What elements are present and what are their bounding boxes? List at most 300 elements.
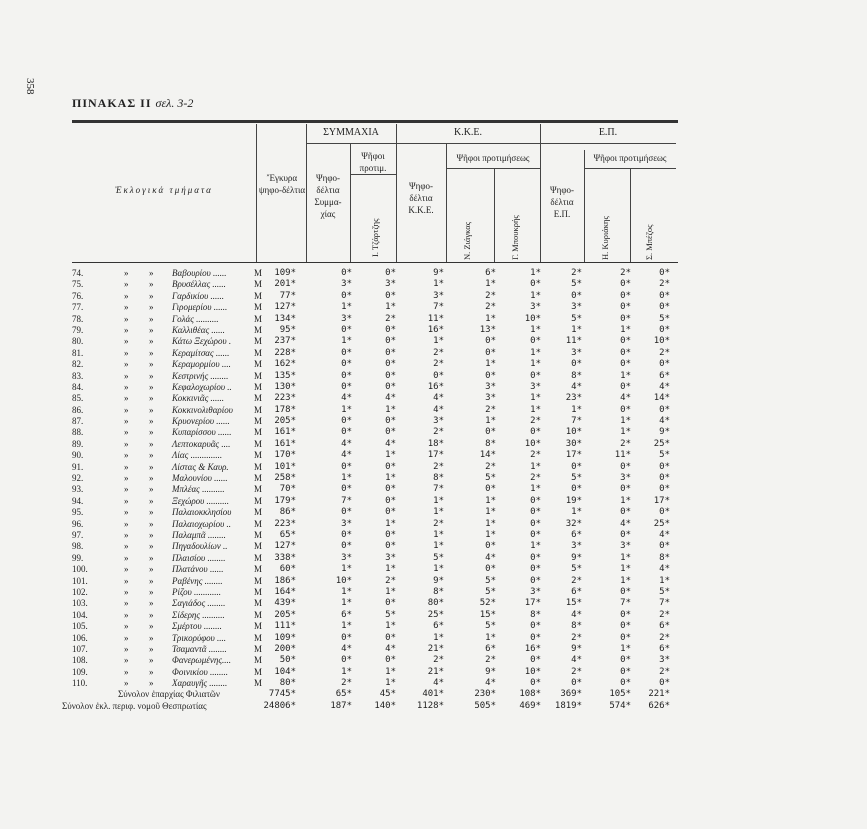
- cell-boukris-pref: 2*: [530, 473, 541, 484]
- section-name: Ραβένης ........: [172, 575, 223, 586]
- section-name: Τρικορύφου ....: [172, 632, 226, 643]
- row-number: 85.: [72, 393, 84, 404]
- table-row: [0, 382, 867, 393]
- total-ziagkas-pref: 230*: [474, 689, 496, 700]
- cell-tzartzis-pref: 3*: [385, 552, 396, 563]
- cell-bezos-pref: 5*: [659, 313, 670, 324]
- group-kke: Κ.Κ.Ε.: [453, 127, 483, 138]
- table-row: [0, 268, 867, 279]
- cell-boukris-pref: 1*: [530, 347, 541, 358]
- cell-boukris-pref: 1*: [530, 290, 541, 301]
- valid-ballots-header: Ἔγκυρα ψηφο-δέλτια: [258, 173, 306, 195]
- cell-symmachia-ballots: 6*: [341, 609, 352, 620]
- m-mark: Μ: [254, 643, 263, 654]
- cell-kyriakis-pref: 0*: [620, 484, 631, 495]
- cell-bezos-pref: 2*: [659, 347, 670, 358]
- cell-kyriakis-pref: 0*: [620, 609, 631, 620]
- cell-ziagkas-pref: 14*: [479, 450, 496, 461]
- section-name: Πλατάνου ......: [172, 564, 224, 575]
- cell-ep-ballots: 9*: [571, 552, 582, 563]
- cell-ziagkas-pref: 0*: [485, 484, 496, 495]
- row-number: 78.: [72, 313, 84, 324]
- cell-valid-ballots: 162*: [274, 359, 296, 370]
- ditto-mark: »: [124, 359, 129, 370]
- ditto-mark: »: [124, 598, 129, 609]
- row-number: 88.: [72, 427, 84, 438]
- row-number: 83.: [72, 370, 84, 381]
- row-number: 96.: [72, 518, 84, 529]
- table-row: [0, 348, 867, 359]
- cell-boukris-pref: 3*: [530, 586, 541, 597]
- cell-boukris-pref: 0*: [530, 279, 541, 290]
- cell-boukris-pref: 3*: [530, 302, 541, 313]
- cell-tzartzis-pref: 0*: [385, 359, 396, 370]
- cell-kke-ballots: 18*: [427, 438, 444, 449]
- row-number: 87.: [72, 416, 84, 427]
- ditto-mark: »: [149, 279, 154, 290]
- kke-pref-header: Ψῆφοι προτιμήσεως: [456, 153, 530, 163]
- ditto-mark: »: [149, 609, 154, 620]
- ditto-mark: »: [149, 564, 154, 575]
- row-number: 86.: [72, 404, 84, 415]
- cell-boukris-pref: 1*: [530, 393, 541, 404]
- cell-symmachia-ballots: 0*: [341, 290, 352, 301]
- divider: [350, 174, 396, 175]
- cell-boukris-pref: 1*: [530, 461, 541, 472]
- cell-boukris-pref: 0*: [530, 678, 541, 689]
- cell-ep-ballots: 6*: [571, 529, 582, 540]
- table-row: [0, 576, 867, 587]
- ditto-mark: »: [124, 678, 129, 689]
- cell-boukris-pref: 1*: [530, 541, 541, 552]
- table-row: [0, 427, 867, 438]
- table-row: [0, 484, 867, 495]
- m-mark: Μ: [254, 632, 263, 643]
- cell-ep-ballots: 4*: [571, 381, 582, 392]
- section-name: Κοκκινολιθαρίου: [172, 404, 233, 415]
- cell-boukris-pref: 8*: [530, 609, 541, 620]
- cell-tzartzis-pref: 0*: [385, 632, 396, 643]
- cell-kyriakis-pref: 1*: [620, 564, 631, 575]
- section-name: Πηγαδουλίων ..: [172, 541, 228, 552]
- section-name: Γαρδικίου ......: [172, 290, 225, 301]
- cell-kyriakis-pref: 0*: [620, 507, 631, 518]
- cell-ep-ballots: 8*: [571, 621, 582, 632]
- cell-valid-ballots: 161*: [274, 427, 296, 438]
- cell-ep-ballots: 3*: [571, 347, 582, 358]
- ditto-mark: »: [124, 666, 129, 677]
- total-valid-ballots: 7745*: [268, 689, 296, 700]
- cell-symmachia-ballots: 4*: [341, 393, 352, 404]
- ditto-mark: »: [149, 552, 154, 563]
- cell-ep-ballots: 3*: [571, 302, 582, 313]
- cell-bezos-pref: 10*: [653, 336, 670, 347]
- ditto-mark: »: [124, 643, 129, 654]
- cell-tzartzis-pref: 0*: [385, 416, 396, 427]
- section-name: Κυπαρίσσου ......: [172, 427, 232, 438]
- m-mark: Μ: [254, 484, 263, 495]
- cell-symmachia-ballots: 0*: [341, 427, 352, 438]
- m-mark: Μ: [254, 302, 263, 313]
- section-name: Χαραυγῆς ........: [172, 678, 228, 689]
- m-mark: Μ: [254, 268, 263, 278]
- cell-ziagkas-pref: 1*: [485, 279, 496, 290]
- cell-kke-ballots: 17*: [427, 450, 444, 461]
- cell-tzartzis-pref: 2*: [385, 313, 396, 324]
- cell-valid-ballots: 111*: [274, 621, 296, 632]
- table-row: [0, 393, 867, 404]
- cell-boukris-pref: 0*: [530, 621, 541, 632]
- cell-ziagkas-pref: 0*: [485, 541, 496, 552]
- ditto-mark: »: [124, 621, 129, 632]
- cell-symmachia-ballots: 1*: [341, 598, 352, 609]
- cell-kke-ballots: 1*: [433, 529, 444, 540]
- ditto-mark: »: [149, 495, 154, 506]
- section-name: Ρίζου ............: [172, 586, 222, 597]
- m-mark: Μ: [254, 621, 263, 632]
- cell-symmachia-ballots: 0*: [341, 347, 352, 358]
- ditto-mark: »: [124, 552, 129, 563]
- cell-symmachia-ballots: 1*: [341, 621, 352, 632]
- ditto-mark: »: [149, 302, 154, 313]
- section-name: Φανερωμένης....: [172, 655, 231, 666]
- m-mark: Μ: [254, 461, 263, 472]
- cell-ep-ballots: 0*: [571, 678, 582, 689]
- cell-tzartzis-pref: 0*: [385, 324, 396, 335]
- table-row: [0, 530, 867, 541]
- cell-kyriakis-pref: 7*: [620, 598, 631, 609]
- cell-bezos-pref: 1*: [659, 575, 670, 586]
- cell-symmachia-ballots: 0*: [341, 324, 352, 335]
- section-name: Λίας ..............: [172, 450, 223, 461]
- cell-kke-ballots: 8*: [433, 586, 444, 597]
- total-ziagkas-pref: 505*: [474, 700, 496, 711]
- cell-bezos-pref: 5*: [659, 450, 670, 461]
- ditto-mark: »: [149, 450, 154, 461]
- kke-ballots-header: Ψηφο-δέλτια Κ.Κ.Ε.: [408, 181, 434, 215]
- row-number: 82.: [72, 359, 84, 370]
- table-row: [0, 496, 867, 507]
- row-number: 77.: [72, 302, 84, 313]
- m-mark: Μ: [254, 279, 263, 290]
- cell-tzartzis-pref: 0*: [385, 370, 396, 381]
- ditto-mark: »: [149, 359, 154, 370]
- cell-bezos-pref: 0*: [659, 404, 670, 415]
- row-number: 84.: [72, 381, 84, 392]
- cell-ep-ballots: 4*: [571, 609, 582, 620]
- cell-ziagkas-pref: 52*: [479, 598, 496, 609]
- cell-bezos-pref: 4*: [659, 381, 670, 392]
- cell-symmachia-ballots: 0*: [341, 484, 352, 495]
- table-row: [0, 621, 867, 632]
- cell-boukris-pref: 0*: [530, 518, 541, 529]
- cell-kyriakis-pref: 2*: [620, 438, 631, 449]
- total-boukris-pref: 108*: [519, 689, 541, 700]
- ditto-mark: »: [124, 450, 129, 461]
- cell-ziagkas-pref: 15*: [479, 609, 496, 620]
- ditto-mark: »: [124, 302, 129, 313]
- cell-kke-ballots: 1*: [433, 495, 444, 506]
- cell-kke-ballots: 1*: [433, 279, 444, 290]
- cell-boukris-pref: 1*: [530, 324, 541, 335]
- section-name: Πλαισίου ........: [172, 552, 226, 563]
- cell-valid-ballots: 223*: [274, 518, 296, 529]
- divider: [396, 143, 540, 144]
- row-number: 90.: [72, 450, 84, 461]
- m-mark: Μ: [254, 541, 263, 552]
- totals-row: [0, 689, 867, 700]
- cell-valid-ballots: 104*: [274, 666, 296, 677]
- section-name: Τσαμαντᾶ ........: [172, 643, 227, 654]
- section-name: Βαβουρίου ......: [172, 268, 227, 278]
- section-name: Ξεχώρου ..........: [172, 495, 230, 506]
- row-number: 92.: [72, 473, 84, 484]
- cell-kke-ballots: 8*: [433, 473, 444, 484]
- group-symmachia: ΣΥΜΜΑΧΙΑ: [323, 127, 379, 138]
- cell-tzartzis-pref: 0*: [385, 598, 396, 609]
- ep-candidate2-header: Σ. Μπέζος: [644, 224, 654, 260]
- ditto-mark: »: [149, 643, 154, 654]
- cell-bezos-pref: 17*: [653, 495, 670, 506]
- cell-kyriakis-pref: 4*: [620, 393, 631, 404]
- cell-symmachia-ballots: 0*: [341, 529, 352, 540]
- cell-kke-ballots: 25*: [427, 609, 444, 620]
- total-tzartzis-pref: 45*: [379, 689, 396, 700]
- table-title: [72, 96, 193, 111]
- table-row: [0, 371, 867, 382]
- cell-symmachia-ballots: 1*: [341, 564, 352, 575]
- cell-kke-ballots: 7*: [433, 484, 444, 495]
- divider: [584, 150, 585, 262]
- row-number: 76.: [72, 290, 84, 301]
- row-number: 91.: [72, 461, 84, 472]
- cell-bezos-pref: 0*: [659, 541, 670, 552]
- cell-symmachia-ballots: 0*: [341, 632, 352, 643]
- cell-tzartzis-pref: 0*: [385, 268, 396, 278]
- total-kke-ballots: 1128*: [416, 700, 444, 711]
- cell-ep-ballots: 1*: [571, 324, 582, 335]
- cell-kyriakis-pref: 0*: [620, 313, 631, 324]
- cell-kke-ballots: 2*: [433, 518, 444, 529]
- divider: [540, 124, 541, 262]
- ditto-mark: »: [149, 370, 154, 381]
- cell-symmachia-ballots: 3*: [341, 518, 352, 529]
- cell-ep-ballots: 2*: [571, 575, 582, 586]
- divider: [306, 124, 307, 262]
- cell-tzartzis-pref: 2*: [385, 575, 396, 586]
- section-name: Κρυονερίου ......: [172, 416, 230, 427]
- cell-kke-ballots: 3*: [433, 290, 444, 301]
- cell-boukris-pref: 10*: [524, 438, 541, 449]
- cell-kke-ballots: 5*: [433, 552, 444, 563]
- ditto-mark: »: [124, 575, 129, 586]
- section-name: Βρυσέλλας ......: [172, 279, 226, 290]
- cell-ziagkas-pref: 4*: [485, 678, 496, 689]
- cell-kyriakis-pref: 0*: [620, 381, 631, 392]
- ditto-mark: »: [124, 655, 129, 666]
- cell-valid-ballots: 134*: [274, 313, 296, 324]
- cell-tzartzis-pref: 0*: [385, 290, 396, 301]
- total-kyriakis-pref: 574*: [609, 700, 631, 711]
- cell-kke-ballots: 6*: [433, 621, 444, 632]
- cell-tzartzis-pref: 0*: [385, 495, 396, 506]
- cell-boukris-pref: 2*: [530, 416, 541, 427]
- cell-kyriakis-pref: 3*: [620, 473, 631, 484]
- ditto-mark: »: [149, 529, 154, 540]
- cell-tzartzis-pref: 0*: [385, 461, 396, 472]
- table-title-sub: σελ. 3-2: [155, 96, 194, 110]
- cell-ziagkas-pref: 5*: [485, 575, 496, 586]
- section-name: Φοινικίου ........: [172, 666, 229, 677]
- ditto-mark: »: [124, 416, 129, 427]
- ditto-mark: »: [124, 336, 129, 347]
- cell-boukris-pref: 1*: [530, 268, 541, 278]
- ditto-mark: »: [124, 609, 129, 620]
- table-row: [0, 325, 867, 336]
- cell-kyriakis-pref: 0*: [620, 461, 631, 472]
- m-mark: Μ: [254, 507, 263, 518]
- cell-kke-ballots: 7*: [433, 302, 444, 313]
- ditto-mark: »: [149, 598, 154, 609]
- cell-tzartzis-pref: 3*: [385, 279, 396, 290]
- table-row: [0, 644, 867, 655]
- cell-bezos-pref: 4*: [659, 564, 670, 575]
- cell-valid-ballots: 101*: [274, 461, 296, 472]
- table-row: [0, 519, 867, 530]
- row-number: 95.: [72, 507, 84, 518]
- divider: [540, 143, 676, 144]
- total-bezos-pref: 626*: [648, 700, 670, 711]
- row-number: 97.: [72, 529, 84, 540]
- cell-valid-ballots: 164*: [274, 586, 296, 597]
- ditto-mark: »: [124, 347, 129, 358]
- cell-boukris-pref: 0*: [530, 552, 541, 563]
- m-mark: Μ: [254, 666, 263, 677]
- section-name: Μπλέας ..........: [172, 484, 225, 495]
- cell-boukris-pref: 10*: [524, 666, 541, 677]
- cell-kyriakis-pref: 0*: [620, 655, 631, 666]
- ditto-mark: »: [124, 393, 129, 404]
- cell-valid-ballots: 201*: [274, 279, 296, 290]
- ditto-mark: »: [124, 495, 129, 506]
- cell-ep-ballots: 30*: [565, 438, 582, 449]
- cell-kyriakis-pref: 0*: [620, 347, 631, 358]
- cell-bezos-pref: 2*: [659, 279, 670, 290]
- cell-boukris-pref: 1*: [530, 359, 541, 370]
- cell-kke-ballots: 3*: [433, 416, 444, 427]
- ditto-mark: »: [124, 279, 129, 290]
- ditto-mark: »: [149, 678, 154, 689]
- cell-ziagkas-pref: 3*: [485, 393, 496, 404]
- cell-bezos-pref: 25*: [653, 438, 670, 449]
- cell-valid-ballots: 50*: [279, 655, 296, 666]
- cell-tzartzis-pref: 1*: [385, 473, 396, 484]
- cell-ep-ballots: 5*: [571, 313, 582, 324]
- totals-label: Σύνολον ἐπαρχίας Φιλιατῶν: [118, 689, 220, 700]
- cell-kke-ballots: 2*: [433, 655, 444, 666]
- cell-kke-ballots: 9*: [433, 268, 444, 278]
- cell-ziagkas-pref: 6*: [485, 643, 496, 654]
- row-number: 93.: [72, 484, 84, 495]
- cell-bezos-pref: 7*: [659, 598, 670, 609]
- totals-row: [0, 701, 867, 712]
- cell-kke-ballots: 0*: [433, 370, 444, 381]
- cell-kke-ballots: 9*: [433, 575, 444, 586]
- cell-valid-ballots: 179*: [274, 495, 296, 506]
- m-mark: Μ: [254, 336, 263, 347]
- cell-ziagkas-pref: 8*: [485, 438, 496, 449]
- table-row: [0, 314, 867, 325]
- total-bezos-pref: 221*: [648, 689, 670, 700]
- cell-kke-ballots: 21*: [427, 666, 444, 677]
- cell-ziagkas-pref: 2*: [485, 655, 496, 666]
- divider: [256, 124, 257, 262]
- row-number: 110.: [72, 678, 88, 689]
- ditto-mark: »: [149, 427, 154, 438]
- cell-boukris-pref: 0*: [530, 632, 541, 643]
- ditto-mark: »: [149, 461, 154, 472]
- cell-kyriakis-pref: 0*: [620, 529, 631, 540]
- cell-bezos-pref: 0*: [659, 290, 670, 301]
- row-number: 75.: [72, 279, 84, 290]
- cell-boukris-pref: 1*: [530, 404, 541, 415]
- cell-bezos-pref: 14*: [653, 393, 670, 404]
- table-row: [0, 359, 867, 370]
- ditto-mark: »: [149, 507, 154, 518]
- cell-symmachia-ballots: 10*: [335, 575, 352, 586]
- cell-ep-ballots: 32*: [565, 518, 582, 529]
- cell-symmachia-ballots: 1*: [341, 666, 352, 677]
- ditto-mark: »: [149, 347, 154, 358]
- cell-symmachia-ballots: 0*: [341, 507, 352, 518]
- cell-ziagkas-pref: 0*: [485, 427, 496, 438]
- cell-valid-ballots: 109*: [274, 268, 296, 278]
- table-row: [0, 587, 867, 598]
- cell-symmachia-ballots: 0*: [341, 359, 352, 370]
- cell-kyriakis-pref: 0*: [620, 404, 631, 415]
- ditto-mark: »: [149, 290, 154, 301]
- table-row: [0, 610, 867, 621]
- table-row: [0, 678, 867, 689]
- cell-kyriakis-pref: 4*: [620, 518, 631, 529]
- m-mark: Μ: [254, 450, 263, 461]
- cell-kyriakis-pref: 3*: [620, 541, 631, 552]
- cell-tzartzis-pref: 0*: [385, 541, 396, 552]
- cell-tzartzis-pref: 1*: [385, 450, 396, 461]
- cell-ziagkas-pref: 0*: [485, 336, 496, 347]
- cell-tzartzis-pref: 0*: [385, 484, 396, 495]
- cell-bezos-pref: 2*: [659, 609, 670, 620]
- cell-ep-ballots: 4*: [571, 655, 582, 666]
- row-number: 106.: [72, 632, 88, 643]
- cell-ep-ballots: 8*: [571, 370, 582, 381]
- cell-boukris-pref: 2*: [530, 450, 541, 461]
- cell-ep-ballots: 17*: [565, 450, 582, 461]
- ditto-mark: »: [149, 575, 154, 586]
- cell-ziagkas-pref: 1*: [485, 529, 496, 540]
- ditto-mark: »: [124, 632, 129, 643]
- m-mark: Μ: [254, 393, 263, 404]
- cell-tzartzis-pref: 1*: [385, 518, 396, 529]
- row-number: 81.: [72, 347, 84, 358]
- cell-boukris-pref: 0*: [530, 370, 541, 381]
- section-name: Κεραμίτσας ......: [172, 347, 230, 358]
- cell-ziagkas-pref: 1*: [485, 507, 496, 518]
- ditto-mark: »: [124, 484, 129, 495]
- ditto-mark: »: [149, 416, 154, 427]
- cell-tzartzis-pref: 1*: [385, 302, 396, 313]
- cell-ziagkas-pref: 2*: [485, 302, 496, 313]
